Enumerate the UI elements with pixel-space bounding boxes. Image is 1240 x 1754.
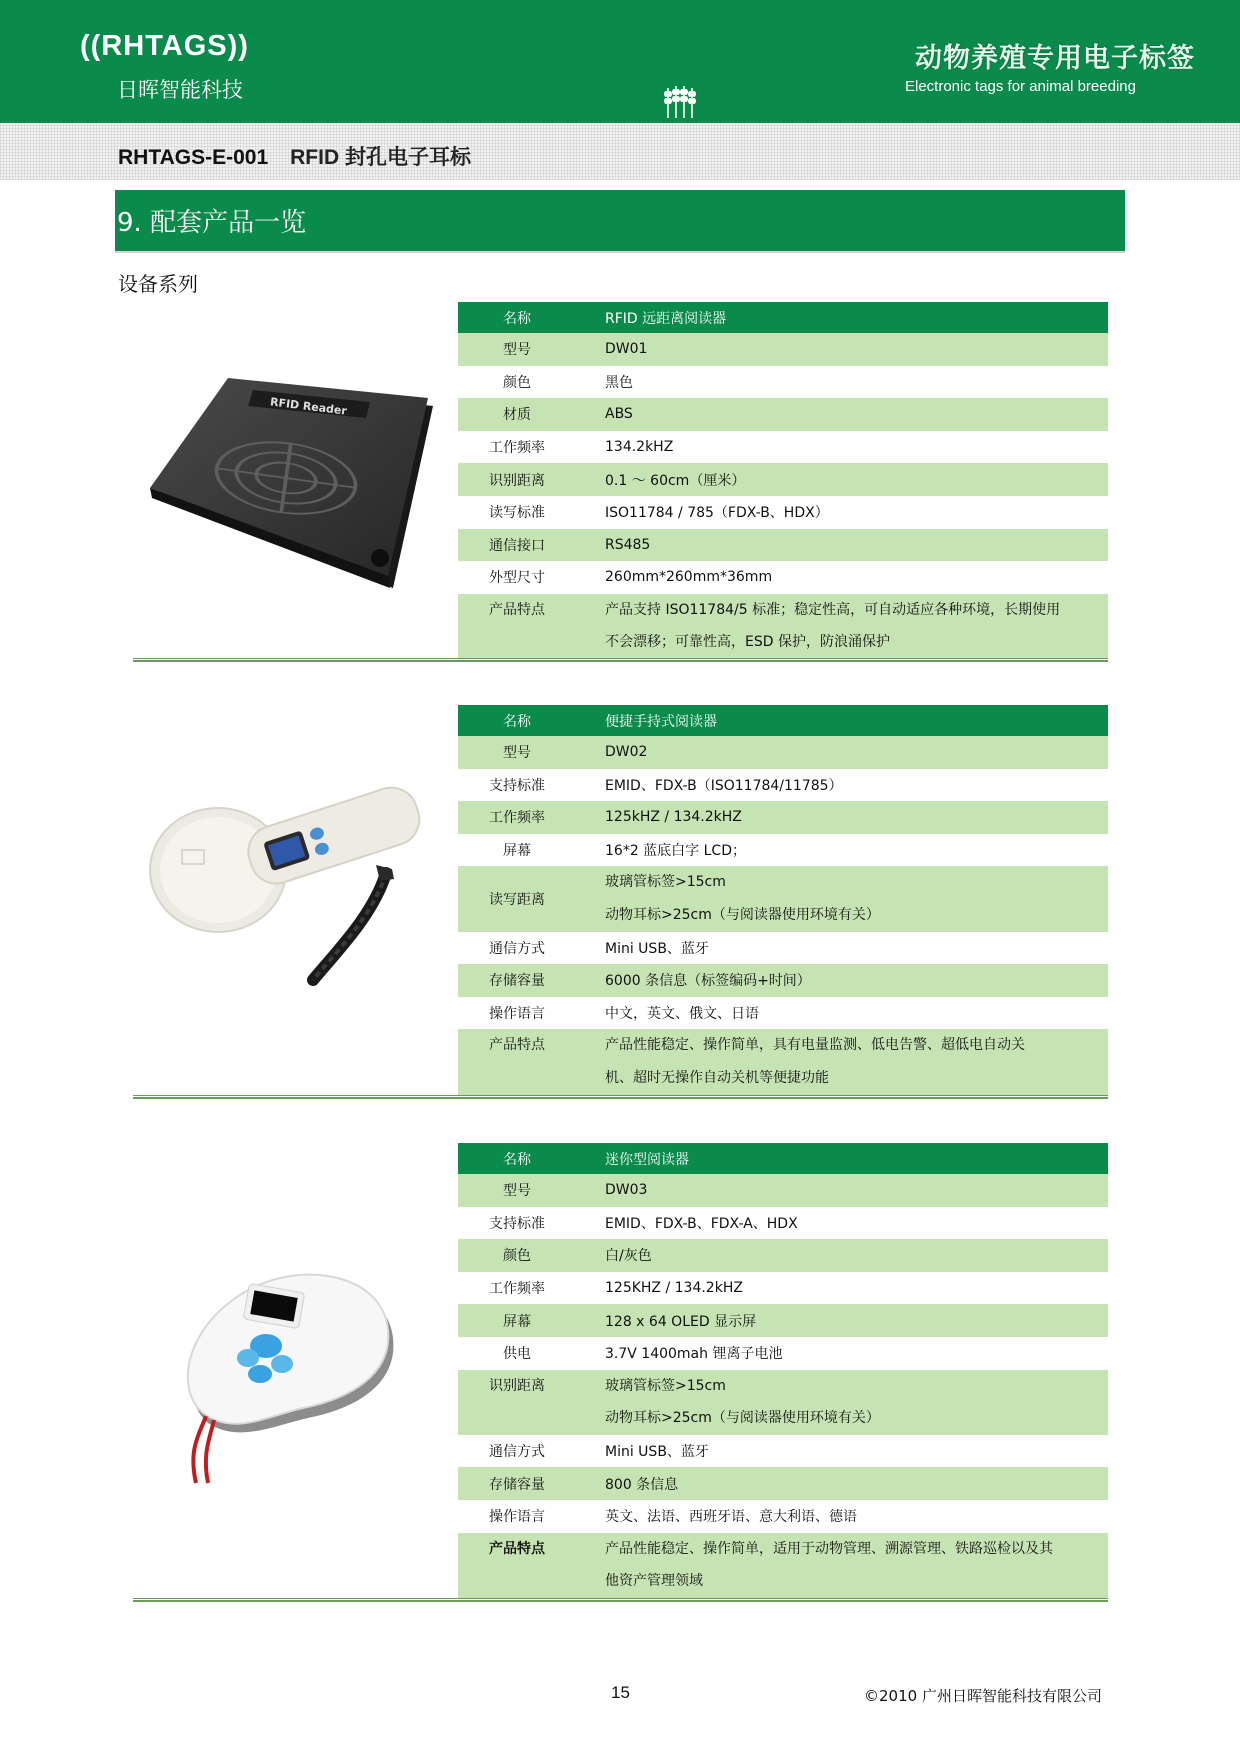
- spec-value: 黑色: [576, 366, 1108, 399]
- spec-key: 供电: [458, 1337, 576, 1370]
- spec-key-text: 产品特点: [489, 1037, 545, 1054]
- spec-value: 260mm*260mm*36mm: [576, 561, 1108, 594]
- spec-value: 白/灰色: [576, 1239, 1108, 1272]
- spec-value: RS485: [576, 529, 1108, 562]
- spec-key: 材质: [458, 398, 576, 431]
- spec-value: ABS: [576, 398, 1108, 431]
- table-row: [458, 1272, 1108, 1305]
- spec-key: [458, 1533, 576, 1598]
- brand-logo: ((RHTAGS)): [80, 30, 249, 62]
- spec-key: 型号: [458, 333, 576, 366]
- table-row: [458, 594, 1108, 659]
- spec-key: 名称: [458, 1143, 576, 1174]
- spec-value-line: 动物耳标>25cm（与阅读器使用环境有关）: [605, 1410, 880, 1427]
- spec-value: [576, 1370, 1108, 1435]
- spec-value: [576, 594, 1108, 659]
- spec-key: 读写标准: [458, 496, 576, 529]
- table-row: [458, 463, 1108, 496]
- spec-key: 支持标准: [458, 769, 576, 802]
- brand-title: 动物养殖专用电子标签: [915, 43, 1195, 74]
- spec-key: 屏幕: [458, 1304, 576, 1337]
- table-row: [458, 302, 1108, 333]
- table-row: [458, 1029, 1108, 1094]
- spec-key: 名称: [458, 705, 576, 736]
- table-row: [458, 496, 1108, 529]
- spec-key: [458, 594, 576, 659]
- document-code-tag: RFID 封孔电子耳标: [290, 146, 471, 169]
- table-row: [458, 866, 1108, 931]
- spec-table-dw02: [458, 705, 1108, 1095]
- table-row: [458, 1337, 1108, 1370]
- table-row: [458, 705, 1108, 736]
- table-row: [458, 1533, 1108, 1598]
- table-row: [458, 1207, 1108, 1240]
- table-row: [458, 366, 1108, 399]
- spec-key: 识别距离: [458, 463, 576, 496]
- company-name: 日晖智能科技: [117, 78, 243, 102]
- spec-value: 128 x 64 OLED 显示屏: [576, 1304, 1108, 1337]
- table-row: [458, 398, 1108, 431]
- spec-value: [576, 1029, 1108, 1094]
- spec-value: 便捷手持式阅读器: [576, 705, 1108, 736]
- spec-key: 型号: [458, 736, 576, 769]
- spec-value: 800 条信息: [576, 1467, 1108, 1500]
- table-row: [458, 801, 1108, 834]
- spec-key: [458, 1029, 576, 1094]
- brand-subtitle: Electronic tags for animal breeding: [905, 78, 1136, 95]
- spec-key: [458, 1370, 576, 1435]
- spec-value: 134.2kHZ: [576, 431, 1108, 464]
- table-divider: [133, 1598, 1108, 1602]
- spec-value: 英文、法语、西班牙语、意大利语、德语: [576, 1500, 1108, 1533]
- product-image-rfid-reader: [148, 378, 433, 593]
- table-row: [458, 1239, 1108, 1272]
- spec-key: 颜色: [458, 1239, 576, 1272]
- table-row: [458, 997, 1108, 1030]
- table-row: [458, 1174, 1108, 1207]
- spec-key: 通信方式: [458, 932, 576, 965]
- table-row: [458, 932, 1108, 965]
- spec-value: Mini USB、蓝牙: [576, 1435, 1108, 1468]
- product-image-handheld-reader: [148, 775, 443, 1010]
- spec-value: EMID、FDX-B（ISO11784/11785）: [576, 769, 1108, 802]
- spec-key: 型号: [458, 1174, 576, 1207]
- spec-key: 支持标准: [458, 1207, 576, 1240]
- spec-value: 125kHZ / 134.2kHZ: [576, 801, 1108, 834]
- spec-value-line: 玻璃管标签>15cm: [605, 1377, 726, 1394]
- table-row: [458, 769, 1108, 802]
- spec-value: DW01: [576, 333, 1108, 366]
- table-row: [458, 561, 1108, 594]
- spec-value-line: 产品性能稳定、操作简单，适用于动物管理、溯源管理、铁路巡检以及其: [605, 1540, 1053, 1557]
- spec-value-line: 动物耳标>25cm（与阅读器使用环境有关）: [605, 906, 880, 923]
- spec-value-line: 不会漂移；可靠性高，ESD 保护，防浪涌保护: [605, 634, 890, 651]
- table-row: [458, 964, 1108, 997]
- section-title: 9. 配套产品一览: [117, 208, 307, 238]
- spec-value-line: 玻璃管标签>15cm: [605, 874, 726, 891]
- spec-value: DW02: [576, 736, 1108, 769]
- spec-key: 存储容量: [458, 1467, 576, 1500]
- document-code: [118, 141, 471, 171]
- table-row: [458, 529, 1108, 562]
- spec-value-line: 产品性能稳定、操作简单，具有电量监测、低电告警、超低电自动关: [605, 1037, 1025, 1054]
- spec-value: RFID 远距离阅读器: [576, 302, 1108, 333]
- table-row: [458, 1500, 1108, 1533]
- spec-key: 工作频率: [458, 431, 576, 464]
- table-divider: [133, 1095, 1108, 1099]
- page-number: 15: [611, 1683, 630, 1702]
- reader-label-text: RFID Reader: [269, 395, 348, 418]
- spec-value: DW03: [576, 1174, 1108, 1207]
- spec-table-dw01: [458, 302, 1108, 659]
- copyright-text: ©2010 广州日晖智能科技有限公司: [864, 1687, 1102, 1705]
- table-row: [458, 1304, 1108, 1337]
- table-divider: [133, 658, 1108, 662]
- spec-value: 0.1 ～ 60cm（厘米）: [576, 463, 1108, 496]
- table-row: [458, 1467, 1108, 1500]
- page-header: [0, 0, 1240, 123]
- spec-value: 中文，英文、俄文、日语: [576, 997, 1108, 1030]
- spec-key: 存储容量: [458, 964, 576, 997]
- series-label: 设备系列: [118, 272, 198, 296]
- section-heading-bar: [115, 190, 1125, 253]
- spec-value: [576, 1533, 1108, 1598]
- wheat-icon: [660, 80, 700, 120]
- spec-key-text: 产品特点: [489, 1540, 545, 1557]
- spec-value: 16*2 蓝底白字 LCD；: [576, 834, 1108, 867]
- spec-value-line: 他资产管理领域: [605, 1573, 703, 1590]
- spec-key: 工作频率: [458, 801, 576, 834]
- spec-key-text: 识别距离: [489, 1377, 545, 1394]
- spec-key: 通信接口: [458, 529, 576, 562]
- spec-key: 屏幕: [458, 834, 576, 867]
- product-image-mini-reader: [148, 1248, 443, 1488]
- table-row: [458, 333, 1108, 366]
- spec-value: 125KHZ / 134.2kHZ: [576, 1272, 1108, 1305]
- spec-value-line: 机、超时无操作自动关机等便捷功能: [605, 1069, 829, 1086]
- spec-value: Mini USB、蓝牙: [576, 932, 1108, 965]
- table-row: [458, 1143, 1108, 1174]
- spec-key: 读写距离: [458, 866, 576, 931]
- spec-key: 名称: [458, 302, 576, 333]
- spec-key: 外型尺寸: [458, 561, 576, 594]
- spec-value: 6000 条信息（标签编码+时间）: [576, 964, 1108, 997]
- spec-table-dw03: [458, 1143, 1108, 1598]
- spec-key-text: 产品特点: [489, 601, 545, 618]
- spec-key: 工作频率: [458, 1272, 576, 1305]
- spec-key: 通信方式: [458, 1435, 576, 1468]
- table-row: [458, 1370, 1108, 1435]
- spec-key: 操作语言: [458, 997, 576, 1030]
- spec-value: 迷你型阅读器: [576, 1143, 1108, 1174]
- spec-key: 颜色: [458, 366, 576, 399]
- spec-value: EMID、FDX-B、FDX-A、HDX: [576, 1207, 1108, 1240]
- table-row: [458, 834, 1108, 867]
- spec-key: 操作语言: [458, 1500, 576, 1533]
- table-row: [458, 736, 1108, 769]
- spec-value: 3.7V 1400mah 锂离子电池: [576, 1337, 1108, 1370]
- spec-value: ISO11784 / 785（FDX-B、HDX）: [576, 496, 1108, 529]
- spec-value-line: 产品支持 ISO11784/5 标准；稳定性高，可自动适应各种环境，长期使用: [605, 601, 1061, 618]
- document-code-id: RHTAGS-E-001: [118, 146, 269, 169]
- spec-value: [576, 866, 1108, 931]
- table-row: [458, 431, 1108, 464]
- table-row: [458, 1435, 1108, 1468]
